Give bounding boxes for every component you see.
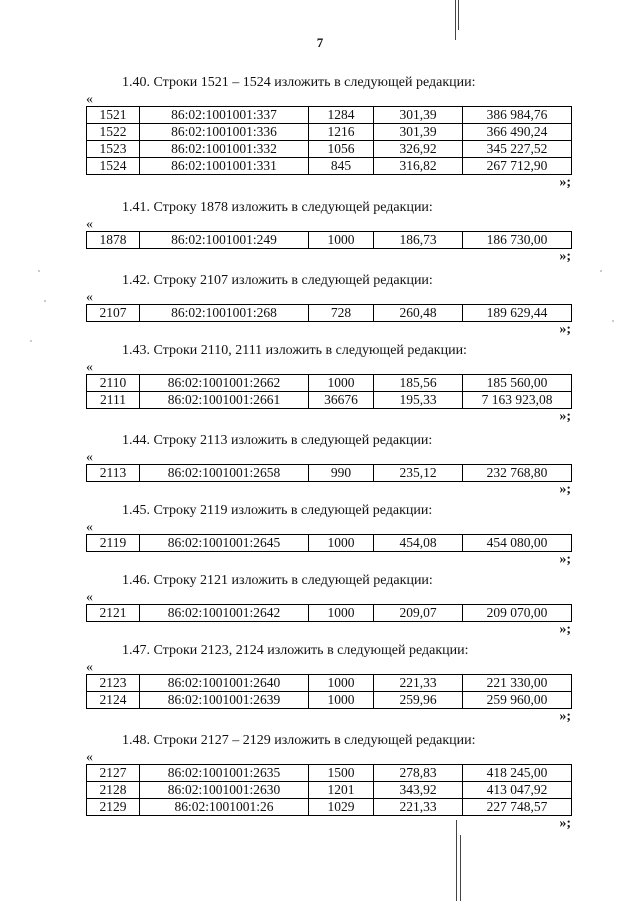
cadastral-number-cell: 86:02:1001001:331 [140,158,309,175]
table-row [87,605,572,622]
row-number-cell: 1524 [87,158,140,175]
row-number-cell: 1522 [87,124,140,141]
cadastral-number-cell: 86:02:1001001:2640 [140,675,309,692]
table-row [87,535,572,552]
row-table [86,304,572,322]
cadastral-number-cell: 86:02:1001001:336 [140,124,309,141]
value-cell: 221 330,00 [463,675,572,692]
open-quote: « [86,590,93,605]
row-number-cell: 2129 [87,799,140,816]
value-cell: 209 070,00 [463,605,572,622]
cadastral-number-cell: 86:02:1001001:249 [140,232,309,249]
scan-artifact-line [460,835,461,901]
value-cell: 366 490,24 [463,124,572,141]
scan-speck [38,270,40,272]
area-cell: 728 [309,305,374,322]
close-quote: »; [559,409,571,424]
price-cell: 195,33 [374,392,463,409]
row-table [86,604,572,622]
row-table [86,374,572,409]
price-cell: 301,39 [374,107,463,124]
row-table [86,764,572,816]
amendment-section [86,733,571,832]
table-row [87,141,572,158]
section-heading: 1.47. Строки 2123, 2124 изложить в следующей редакции: [122,643,469,658]
table-row [87,232,572,249]
cadastral-number-cell: 86:02:1001001:2661 [140,392,309,409]
section-heading: 1.42. Строку 2107 изложить в следующей редакции: [122,273,433,288]
table-row [87,392,572,409]
table-row [87,124,572,141]
open-quote: « [86,217,93,232]
open-quote: « [86,360,93,375]
table-row [87,765,572,782]
row-table [86,106,572,175]
price-cell: 186,73 [374,232,463,249]
scan-speck [600,270,602,272]
table-row [87,675,572,692]
area-cell: 1500 [309,765,374,782]
value-cell: 386 984,76 [463,107,572,124]
value-cell: 7 163 923,08 [463,392,572,409]
row-number-cell: 2111 [87,392,140,409]
open-quote: « [86,450,93,465]
price-cell: 221,33 [374,675,463,692]
area-cell: 1000 [309,692,374,709]
amendment-section [86,273,571,338]
value-cell: 267 712,90 [463,158,572,175]
area-cell: 845 [309,158,374,175]
open-quote: « [86,290,93,305]
price-cell: 343,92 [374,782,463,799]
cadastral-number-cell: 86:02:1001001:2658 [140,465,309,482]
cadastral-number-cell: 86:02:1001001:268 [140,305,309,322]
area-cell: 1029 [309,799,374,816]
price-cell: 235,12 [374,465,463,482]
section-heading: 1.43. Строки 2110, 2111 изложить в следующей редакции: [122,343,467,358]
table-row [87,799,572,816]
open-quote: « [86,92,93,107]
area-cell: 36676 [309,392,374,409]
row-table [86,231,572,249]
price-cell: 260,48 [374,305,463,322]
value-cell: 186 730,00 [463,232,572,249]
scan-artifact-line [456,820,457,901]
table-row [87,375,572,392]
row-number-cell: 2110 [87,375,140,392]
close-quote: »; [559,552,571,567]
area-cell: 1000 [309,375,374,392]
area-cell: 1216 [309,124,374,141]
row-number-cell: 1878 [87,232,140,249]
price-cell: 209,07 [374,605,463,622]
price-cell: 326,92 [374,141,463,158]
close-quote: »; [559,322,571,337]
close-quote: »; [559,482,571,497]
amendment-section [86,573,571,638]
table-row [87,107,572,124]
close-quote: »; [559,249,571,264]
area-cell: 1000 [309,605,374,622]
area-cell: 1000 [309,535,374,552]
table-row [87,158,572,175]
cadastral-number-cell: 86:02:1001001:332 [140,141,309,158]
scan-artifact-line [458,0,459,30]
close-quote: »; [559,622,571,637]
row-number-cell: 2119 [87,535,140,552]
cadastral-number-cell: 86:02:1001001:337 [140,107,309,124]
section-heading: 1.46. Строку 2121 изложить в следующей редакции: [122,573,433,588]
row-number-cell: 2121 [87,605,140,622]
amendment-section [86,200,571,265]
area-cell: 1201 [309,782,374,799]
close-quote: »; [559,709,571,724]
value-cell: 227 748,57 [463,799,572,816]
row-number-cell: 2127 [87,765,140,782]
section-heading: 1.41. Строку 1878 изложить в следующей редакции: [122,200,433,215]
cadastral-number-cell: 86:02:1001001:26 [140,799,309,816]
row-number-cell: 2128 [87,782,140,799]
amendment-section [86,75,571,191]
amendment-section [86,643,571,725]
price-cell: 316,82 [374,158,463,175]
cadastral-number-cell: 86:02:1001001:2639 [140,692,309,709]
close-quote: »; [559,816,571,831]
price-cell: 278,83 [374,765,463,782]
row-number-cell: 1523 [87,141,140,158]
value-cell: 189 629,44 [463,305,572,322]
value-cell: 232 768,80 [463,465,572,482]
amendment-section [86,433,571,498]
open-quote: « [86,520,93,535]
section-heading: 1.45. Строку 2119 изложить в следующей редакции: [122,503,433,518]
area-cell: 1000 [309,675,374,692]
area-cell: 1056 [309,141,374,158]
cadastral-number-cell: 86:02:1001001:2630 [140,782,309,799]
scan-speck [612,320,614,322]
cadastral-number-cell: 86:02:1001001:2645 [140,535,309,552]
area-cell: 1000 [309,232,374,249]
price-cell: 221,33 [374,799,463,816]
value-cell: 413 047,92 [463,782,572,799]
row-table [86,464,572,482]
row-number-cell: 2123 [87,675,140,692]
scan-speck [30,340,32,342]
value-cell: 345 227,52 [463,141,572,158]
section-heading: 1.40. Строки 1521 – 1524 изложить в следующей редакции: [122,75,476,90]
scan-artifact-line [455,0,456,40]
price-cell: 185,56 [374,375,463,392]
table-row [87,305,572,322]
row-table [86,674,572,709]
table-row [87,465,572,482]
row-number-cell: 2113 [87,465,140,482]
close-quote: »; [559,175,571,190]
page-number: 7 [316,35,324,50]
amendment-section [86,343,571,425]
table-row [87,782,572,799]
open-quote: « [86,750,93,765]
row-number-cell: 2124 [87,692,140,709]
value-cell: 454 080,00 [463,535,572,552]
section-heading: 1.44. Строку 2113 изложить в следующей редакции: [122,433,433,448]
row-table [86,534,572,552]
value-cell: 418 245,00 [463,765,572,782]
cadastral-number-cell: 86:02:1001001:2635 [140,765,309,782]
row-number-cell: 2107 [87,305,140,322]
price-cell: 454,08 [374,535,463,552]
amendment-section [86,503,571,568]
area-cell: 990 [309,465,374,482]
area-cell: 1284 [309,107,374,124]
scan-speck [44,300,46,302]
cadastral-number-cell: 86:02:1001001:2642 [140,605,309,622]
section-heading: 1.48. Строки 2127 – 2129 изложить в следующей редакции: [122,733,476,748]
price-cell: 301,39 [374,124,463,141]
value-cell: 185 560,00 [463,375,572,392]
open-quote: « [86,660,93,675]
table-row [87,692,572,709]
price-cell: 259,96 [374,692,463,709]
row-number-cell: 1521 [87,107,140,124]
cadastral-number-cell: 86:02:1001001:2662 [140,375,309,392]
value-cell: 259 960,00 [463,692,572,709]
